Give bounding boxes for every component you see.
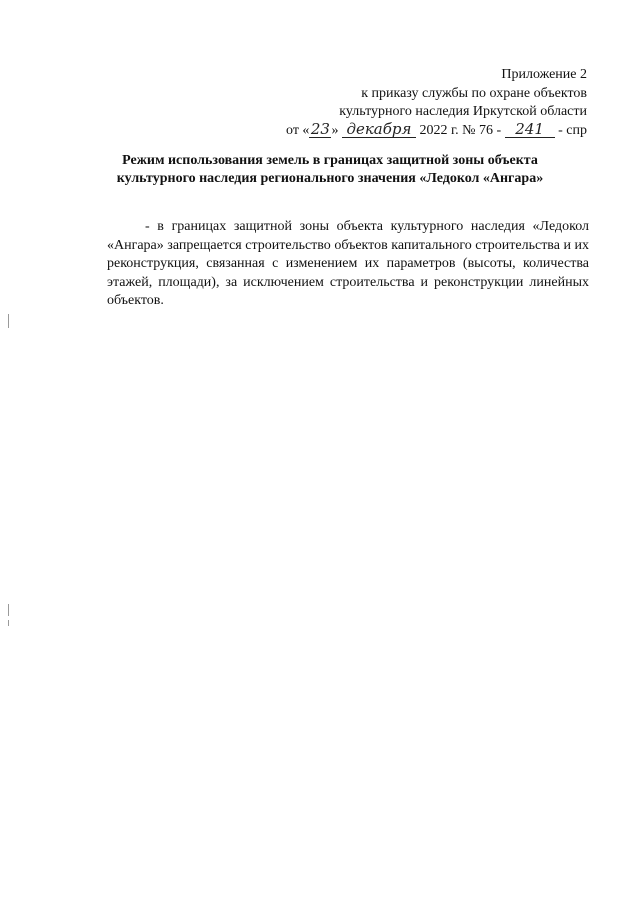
document-title [100,152,560,188]
handwritten-month: декабря [342,122,416,138]
appendix-authority-line: культурного наследия Иркутской области [339,104,587,119]
number-suffix: - спр [558,122,587,138]
appendix-order-line: к приказу службы по охране объектов [361,85,587,101]
scan-artifact [8,314,9,328]
title-line-1: Режим использования земель в границах защитной зоны объекта [122,153,538,168]
date-mid: » [331,122,339,138]
appendix-date-line [167,119,587,141]
date-prefix: от « [286,122,310,138]
scan-artifact [8,620,9,626]
handwritten-number: 241 [505,122,555,138]
body-paragraph: - в границах защитной зоны объекта культурного наследия «Ледокол «Ангара» запрещается строительство объектов капитального строительства и их реконструкция, связанная с изменением их параметров (высоты, количества этажей, площади), за исключением строительства и реконструкции линейных объектов. [107,219,589,309]
appendix-header [167,66,587,140]
scan-artifact [8,604,9,616]
appendix-number: Приложение 2 [501,67,587,82]
handwritten-day: 23 [310,119,330,138]
title-line-2: культурного наследия регионального значения «Ледокол «Ангара» [116,171,544,186]
year-and-number: 2022 г. № 76 - [419,122,502,138]
